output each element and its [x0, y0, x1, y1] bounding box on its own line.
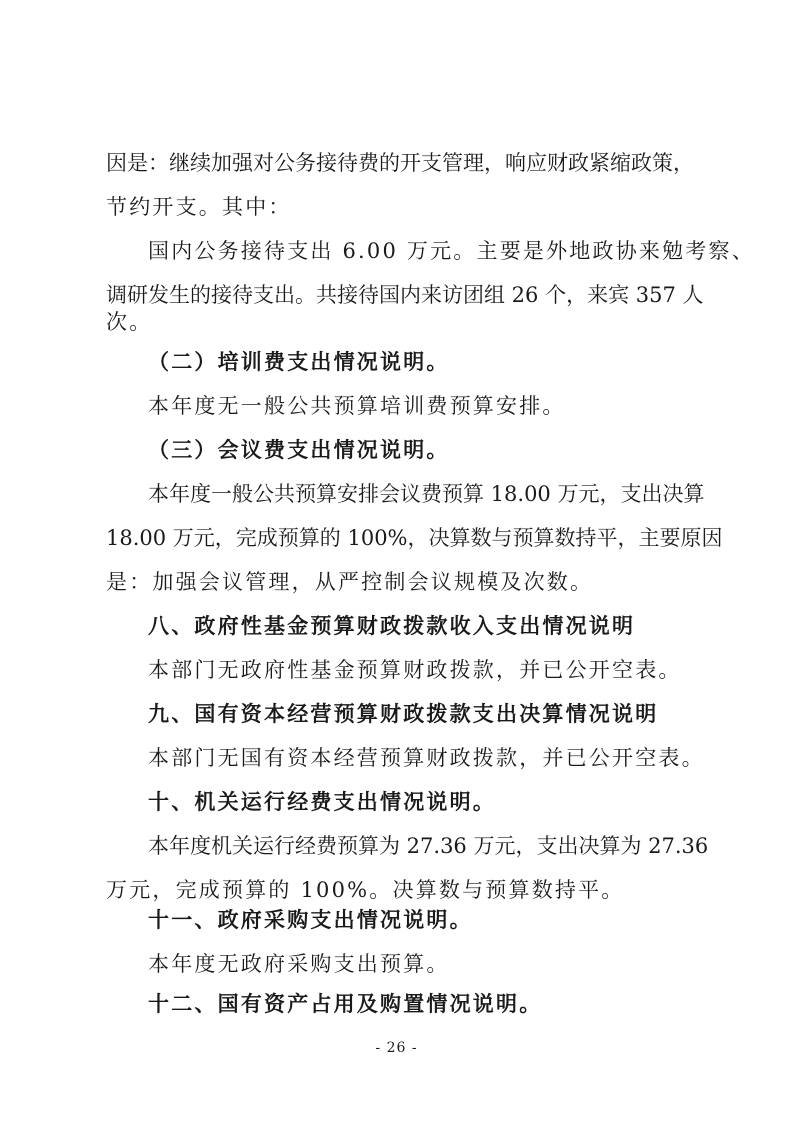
paragraph-line: 国内公务接待支出 6.00 万元。主要是外地政协来勉考察、	[148, 239, 755, 263]
paragraph-line: 次。	[106, 310, 153, 334]
paragraph-line: 是：加强会议管理，从严控制会议规模及次数。	[106, 570, 594, 594]
section-heading: 十二、国有资产占用及购置情况说明。	[148, 992, 543, 1016]
paragraph-line: 本年度机关运行经费预算为 27.36 万元，支出决算为 27.36	[148, 834, 709, 858]
paragraph-line: 调研发生的接待支出。共接待国内来访团组 26 个，来宾 357 人	[106, 283, 704, 307]
paragraph-line: 18.00 万元，完成预算的 100%，决算数与预算数持平，主要原因	[106, 526, 723, 550]
page-number: - 26 -	[375, 1040, 418, 1056]
paragraph-line: 本部门无政府性基金预算财政拨款，并已公开空表。	[148, 658, 682, 682]
paragraph-line: 本部门无国有资本经营预算财政拨款，并已公开空表。	[148, 746, 705, 770]
section-heading: 十一、政府采购支出情况说明。	[148, 908, 473, 932]
paragraph-line: 因是：继续加强对公务接待费的开支管理，响应财政紧缩政策，	[106, 151, 694, 175]
section-heading: 十、机关运行经费支出情况说明。	[148, 790, 496, 814]
paragraph-line: 万元，完成预算的 100%。决算数与预算数持平。	[106, 878, 625, 902]
section-heading: （三）会议费支出情况说明。	[148, 438, 450, 462]
section-heading: 八、政府性基金预算财政拨款收入支出情况说明	[148, 614, 636, 638]
paragraph-line: 本年度无政府采购支出预算。	[148, 952, 450, 976]
paragraph-line: 本年度一般公共预算安排会议费预算 18.00 万元，支出决算	[148, 482, 705, 506]
paragraph-line: 节约开支。其中：	[106, 195, 292, 219]
section-heading: （二）培训费支出情况说明。	[148, 350, 450, 374]
section-heading: 九、国有资本经营预算财政拨款支出决算情况说明	[148, 702, 659, 726]
paragraph-line: 本年度无一般公共预算培训费预算安排。	[148, 394, 566, 418]
